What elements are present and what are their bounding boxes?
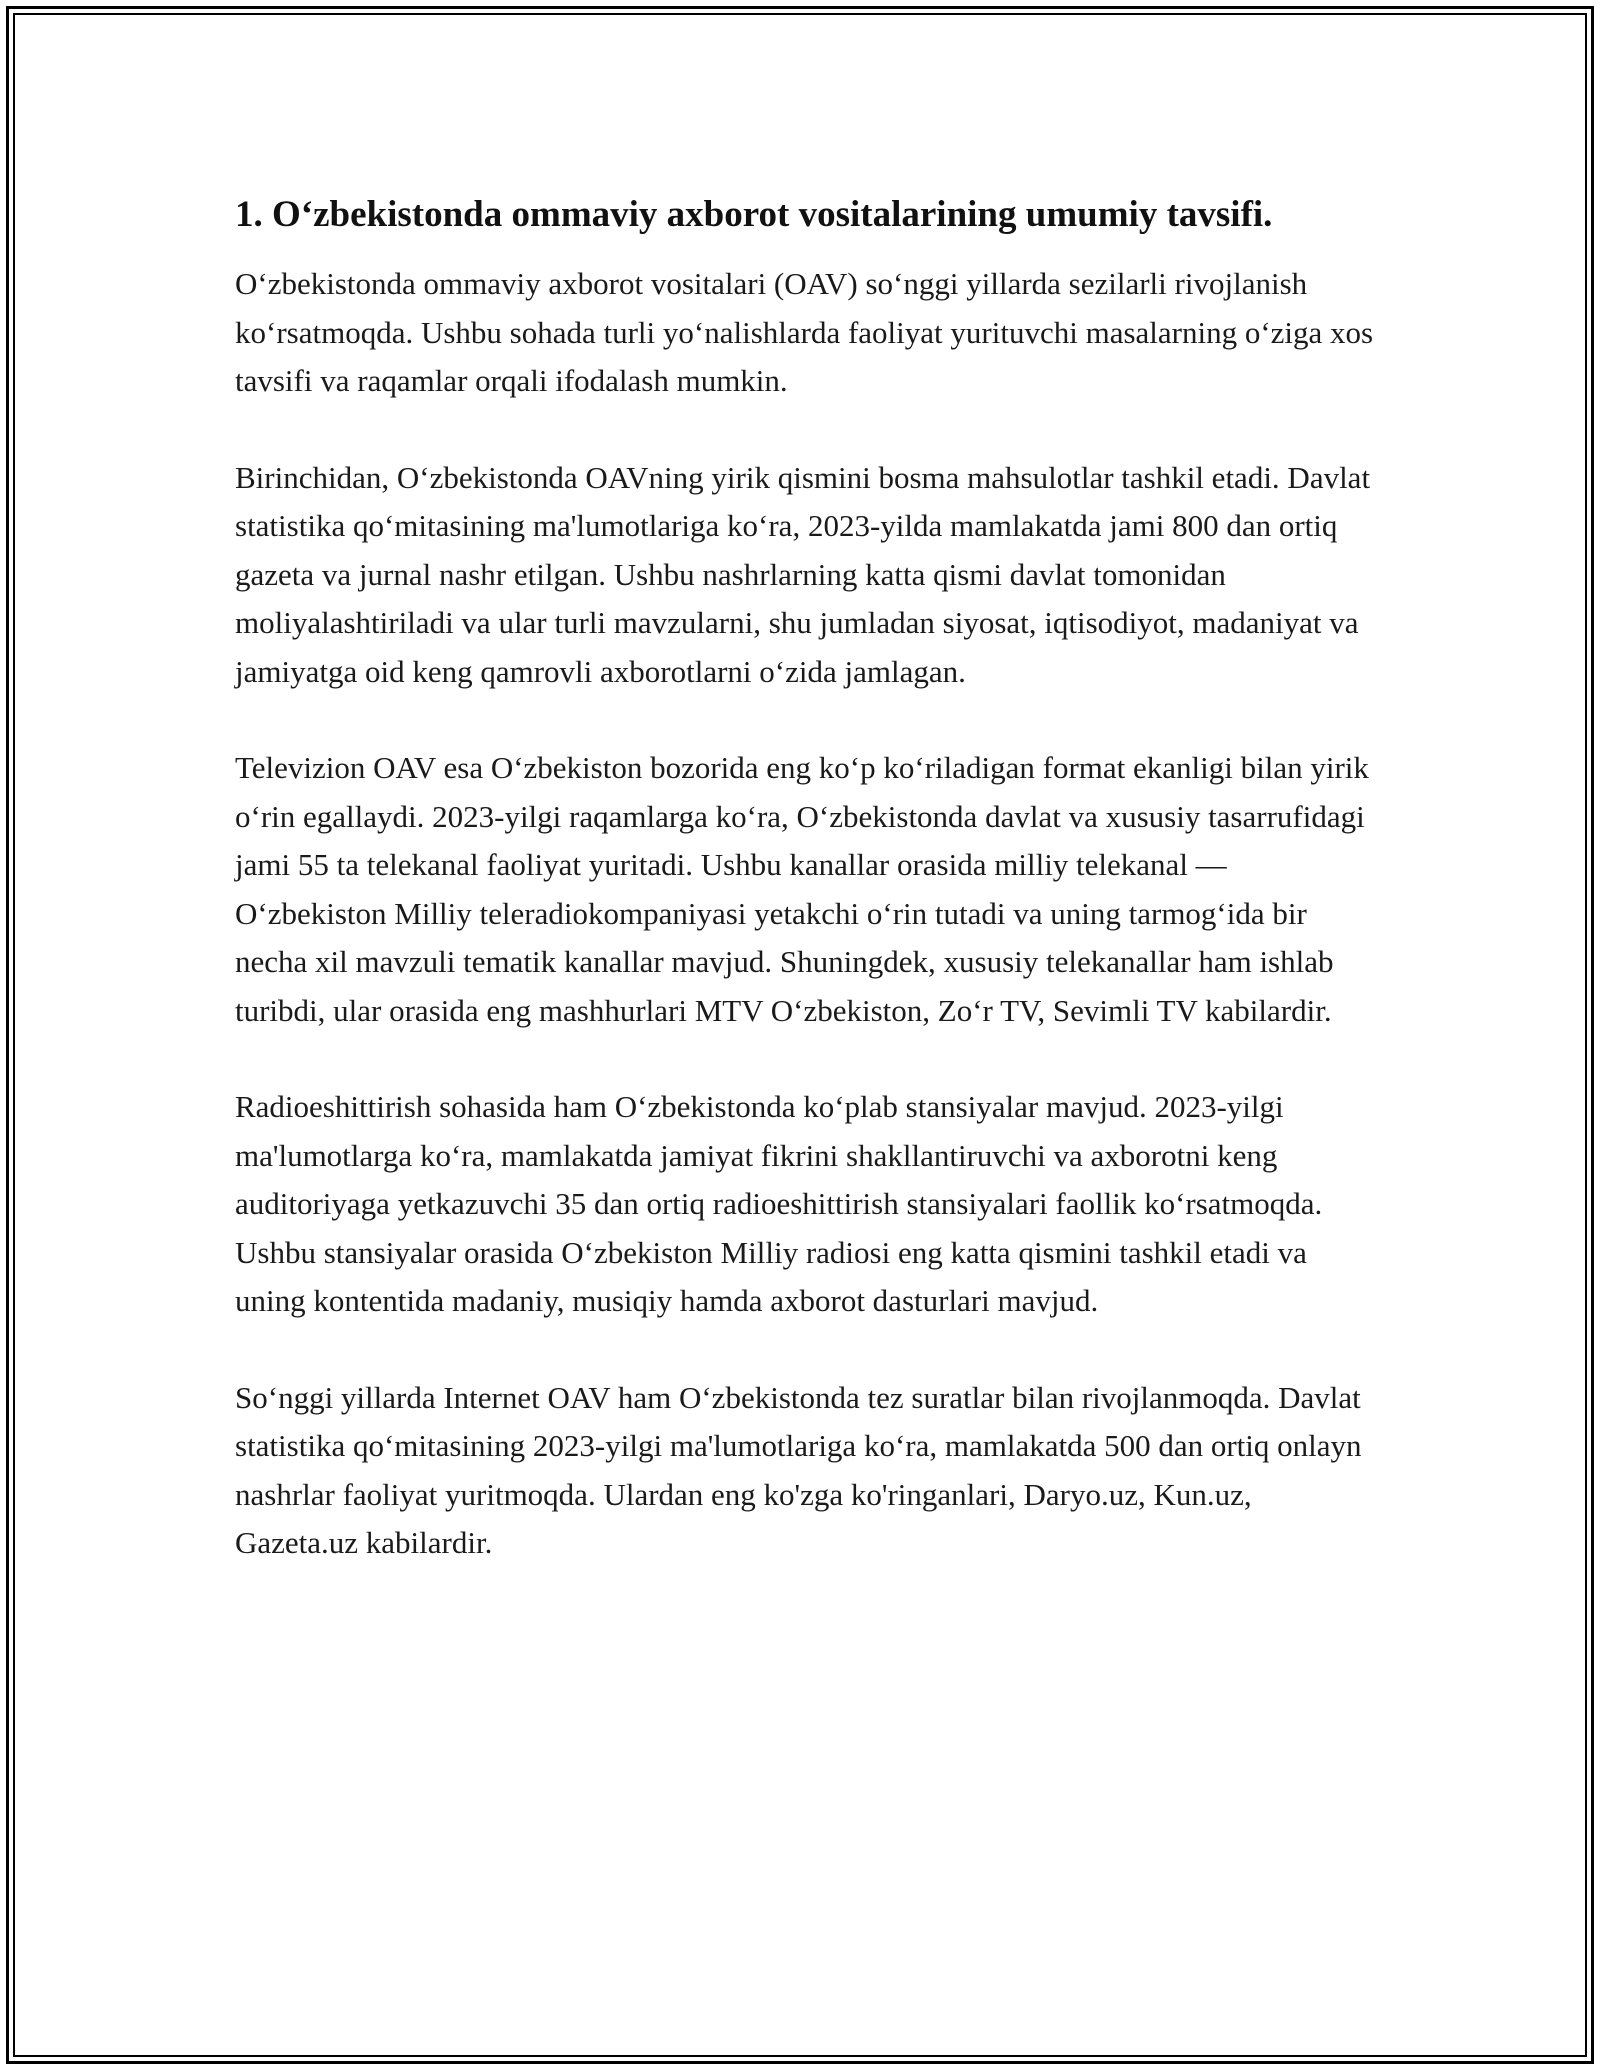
paragraph-radio: Radioeshittirish sohasida ham Oʻzbekistonda koʻplab stansiyalar mavjud. 2023-yilgi ma'lumotlarga koʻra, mamlakatda jamiyat fikrini shakllantiruvchi va axborotni keng auditoriyaga yetkazuvchi 35 dan ortiq radioeshittirish stansiyalari faollik koʻrsatmoqda. Ushbu stansiyalar orasida Oʻzbekiston Milliy radiosi eng katta qismini tashkil etadi va uning kontentida madaniy, musiqiy hamda axborot dasturlari mavjud. (235, 1089, 1323, 1318)
paragraph-intro: Oʻzbekistonda ommaviy axborot vositalari (OAV) soʻnggi yillarda sezilarli rivojlanish koʻrsatmoqda. Ushbu sohada turli yoʻnalishlarda faoliyat yurituvchi masalarning oʻziga xos tavsifi va raqamlar orqali ifodalash mumkin. (235, 266, 1374, 398)
paragraph-internet-media: Soʻnggi yillarda Internet OAV ham Oʻzbekistonda tez suratlar bilan rivojlanmoqda. Davlat statistika qoʻmitasining 2023-yilgi ma'lumotlariga koʻra, mamlakatda 500 dan ortiq onlayn nashrlar faoliyat yuritmoqda. Ulardan eng ko'zga ko'ringanlari, Daryo.uz, Kun.uz, Gazeta.uz kabilardir. (235, 1379, 1362, 1560)
paragraph-print-media: Birinchidan, Oʻzbekistonda OAVning yirik qismini bosma mahsulotlar tashkil etadi. Davlat statistika qoʻmitasining ma'lumotlariga koʻra, 2023-yilda mamlakatda jami 800 dan ortiq gazeta va jurnal nashr etilgan. Ushbu nashrlarning katta qismi davlat tomonidan moliyalashtiriladi va ular turli mavzularni, shu jumladan siyosat, iqtisodiyot, madaniyat va jamiyatga oid keng qamrovli axborotlarni oʻzida jamlagan. (235, 459, 1371, 689)
section-heading: 1. Oʻzbekistonda ommaviy axborot vositalarining umumiy tavsifi. (235, 194, 1273, 235)
document-body (235, 190, 1375, 1616)
paragraph-television: Televizion OAV esa Oʻzbekiston bozorida eng koʻp koʻriladigan format ekanligi bilan yirik oʻrin egallaydi. 2023-yilgi raqamlarga koʻra, Oʻzbekistonda davlat va xususiy tasarrufidagi jami 55 ta telekanal faoliyat yuritadi. Ushbu kanallar orasida milliy telekanal — Oʻzbekiston Milliy teleradiokompaniyasi yetakchi oʻrin tutadi va uning tarmogʻida bir necha xil mavzuli tematik kanallar mavjud. Shuningdek, xususiy telekanallar ham ishlab turibdi, ular orasida eng mashhurlari MTV Oʻzbekiston, Zoʻr TV, Sevimli TV kabilardir. (235, 750, 1369, 1028)
